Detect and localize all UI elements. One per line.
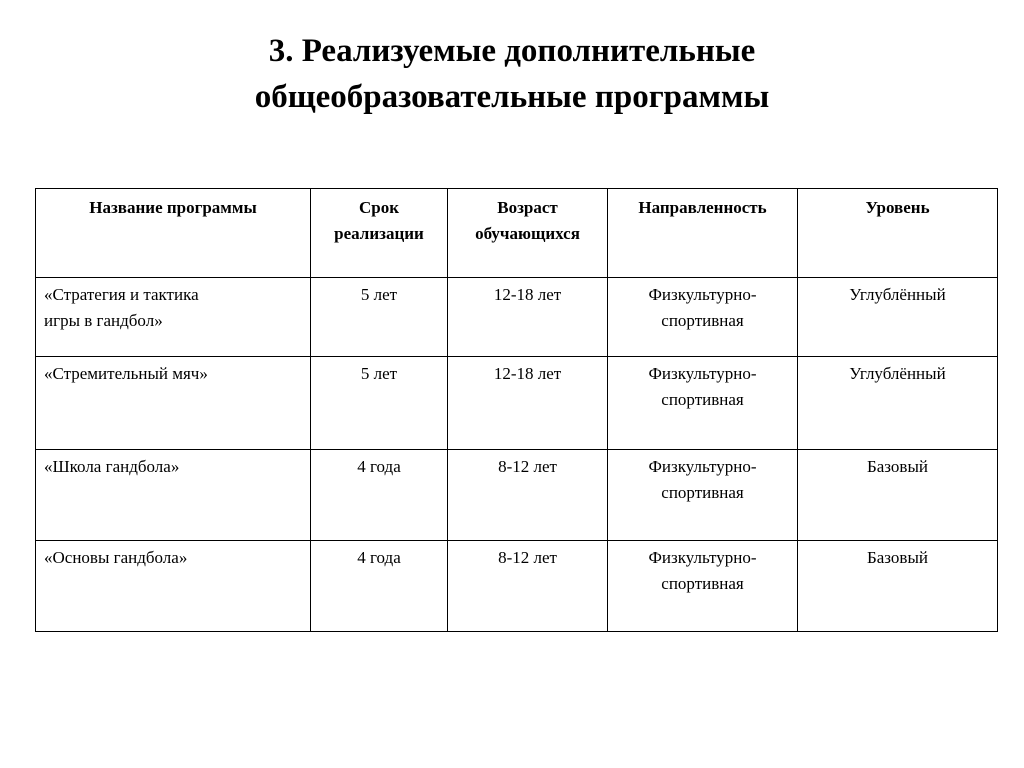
program-term-cell: 5 лет <box>311 278 448 357</box>
program-name-cell <box>36 450 311 541</box>
header-direction: Направленность <box>608 189 798 278</box>
program-age-cell: 8-12 лет <box>448 541 608 632</box>
program-name-cell <box>36 541 311 632</box>
program-name-line-1: «Стратегия и тактика <box>44 285 199 304</box>
table-header-row <box>36 189 998 278</box>
program-name-line-2: игры в гандбол» <box>44 311 163 330</box>
program-direction-line-2: спортивная <box>661 390 744 409</box>
table-row <box>36 541 998 632</box>
table-row <box>36 357 998 450</box>
program-direction-cell <box>608 278 798 357</box>
header-age <box>448 189 608 278</box>
program-age-cell: 12-18 лет <box>448 278 608 357</box>
slide-title <box>0 28 1024 120</box>
program-name-line-1: «Основы гандбола» <box>44 548 188 567</box>
program-name-cell <box>36 357 311 450</box>
table-row <box>36 450 998 541</box>
header-term-line-1: Срок <box>358 198 400 217</box>
program-direction-cell <box>608 541 798 632</box>
program-level-cell: Базовый <box>798 541 998 632</box>
header-age-line-1: Возраст <box>497 198 558 217</box>
program-age-cell: 12-18 лет <box>448 357 608 450</box>
program-direction-line-2: спортивная <box>661 483 744 502</box>
program-term-cell: 4 года <box>311 450 448 541</box>
program-name-line-1: «Школа гандбола» <box>44 457 180 476</box>
slide-title-line-2: общеобразовательные программы <box>254 79 770 115</box>
program-direction-line-1: Физкультурно- <box>648 457 757 476</box>
slide-title-line-1: 3. Реализуемые дополнительные <box>268 33 756 69</box>
header-program-name: Название программы <box>36 189 311 278</box>
program-direction-cell <box>608 450 798 541</box>
header-term-line-2: реализации <box>334 224 424 243</box>
program-direction-line-2: спортивная <box>661 311 744 330</box>
program-direction-cell <box>608 357 798 450</box>
header-level: Уровень <box>798 189 998 278</box>
program-term-cell: 5 лет <box>311 357 448 450</box>
programs-table <box>35 188 998 632</box>
program-direction-line-1: Физкультурно- <box>648 364 757 383</box>
program-name-line-1: «Стремительный мяч» <box>44 364 208 383</box>
program-term-cell: 4 года <box>311 541 448 632</box>
program-level-cell: Базовый <box>798 450 998 541</box>
program-direction-line-1: Физкультурно- <box>648 285 757 304</box>
header-term <box>311 189 448 278</box>
program-name-cell <box>36 278 311 357</box>
program-direction-line-1: Физкультурно- <box>648 548 757 567</box>
program-level-cell: Углублённый <box>798 357 998 450</box>
program-direction-line-2: спортивная <box>661 574 744 593</box>
table-row <box>36 278 998 357</box>
header-age-line-2: обучающихся <box>475 224 580 243</box>
program-level-cell: Углублённый <box>798 278 998 357</box>
program-age-cell: 8-12 лет <box>448 450 608 541</box>
